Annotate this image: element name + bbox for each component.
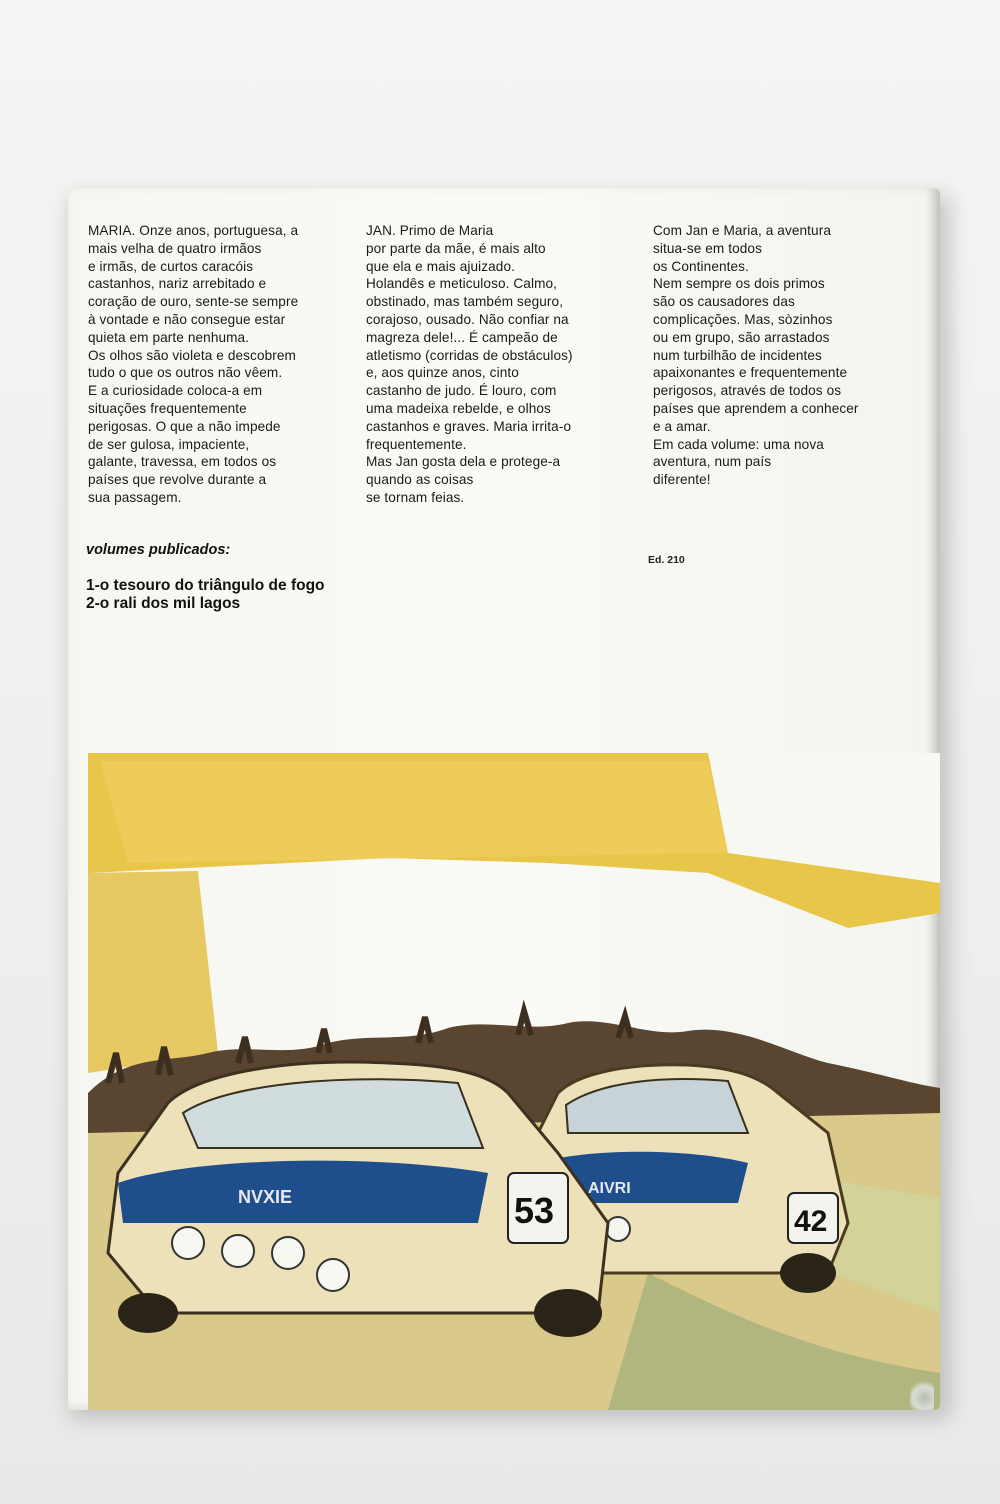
volume-item: 1-o tesouro do triângulo de fogo xyxy=(86,577,325,594)
jan-description: JAN. Primo de Maria por parte da mãe, é mais alto que ela e mais ajuizado. Holandês e meticuloso. Calmo, obstinado, mas também seguro, corajoso, ousado. Não confiar na magreza dele!... É campeão de atletismo (corridas de obstáculos) e, aos quinze anos, cinto castanho de judo. É louro, com uma madeixa rebelde, e olhos castanhos e graves. Maria irrita-o frequentemente. Mas Jan gosta dela e protege-a quando as coisas se tornam feias. xyxy=(366,223,573,505)
rally-illustration xyxy=(88,753,940,1410)
maria-description: MARIA. Onze anos, portuguesa, a mais velha de quatro irmãos e irmãs, de curtos caracóis castanhos, nariz arrebitado e coração de ouro, sente-se sempre à vontade e não consegue estar quieta em parte nenhuma. Os olhos são violeta e descobrem tudo o que os outros não vêem. E a curiosidade coloca-a em situações frequentemente perigosas. O que a não impede de ser gulosa, impaciente, galante, travessa, em todos os países que revolve durante a sua passagem. xyxy=(88,223,299,505)
car-right-hood-text: AIVRI xyxy=(588,1180,631,1197)
volume-item: 2-o rali dos mil lagos xyxy=(86,595,241,612)
volumes-heading: volumes publicados: xyxy=(86,542,231,558)
car-right-number: 42 xyxy=(794,1205,828,1238)
edition-code: Ed. 210 xyxy=(648,554,685,566)
car-left-hood-text: NVXIE xyxy=(238,1187,293,1207)
corner-wear xyxy=(910,1380,934,1410)
book-back-cover xyxy=(68,188,940,1410)
volumes-list xyxy=(86,577,325,613)
series-description: Com Jan e Maria, a aventura situa-se em todos os Continentes. Nem sempre os dois primos são os causadores das complicações. Mas, sòzinhos ou em grupo, são arrastados num turbilhão de incidentes apaixonantes e frequentemente perigosos, através de todos os países que aprendem a conhecer e a amar. Em cada volume: uma nova aventura, num país diferente! xyxy=(653,223,859,488)
car-left-number: 53 xyxy=(514,1190,555,1231)
